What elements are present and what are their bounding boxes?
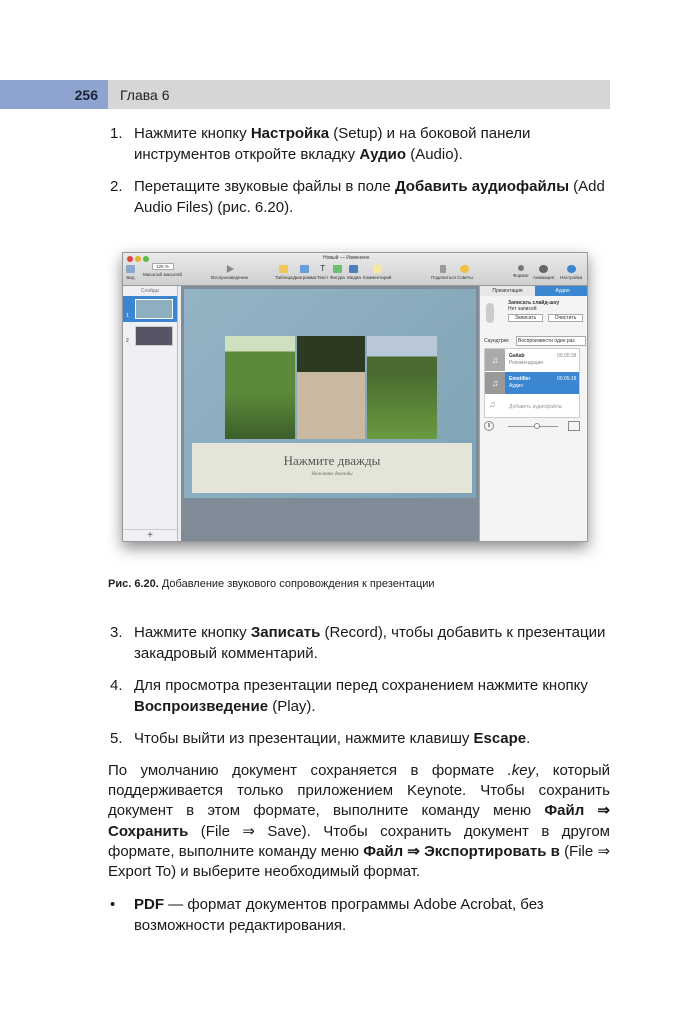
step-text: . [526, 730, 531, 747]
music-note-icon: ♫ [489, 399, 496, 409]
volume-slider[interactable] [508, 426, 558, 427]
label: Комментарий [363, 275, 392, 280]
slider-knob[interactable] [534, 423, 540, 429]
photo-3[interactable] [367, 336, 437, 439]
animate-button[interactable] [533, 265, 554, 280]
step-text: Нажмите кнопку [134, 125, 251, 142]
navigator-header: Слайды [123, 286, 177, 297]
step-text: (Add Audio Files) (рис. 6.20). [134, 178, 605, 216]
page-number: 256 [0, 80, 108, 109]
soundtrack-select[interactable]: Воспроизвести один раз [516, 336, 586, 346]
table-button[interactable] [275, 265, 293, 280]
track-name: Gaitab [509, 353, 525, 359]
slide-number: 1 [126, 313, 129, 319]
step-text: Нажмите кнопку [134, 624, 251, 641]
soundtrack-label: Саундтрек [484, 338, 509, 344]
toolbar [123, 253, 587, 286]
slide-navigator [123, 286, 178, 542]
label: Воспроизведение [211, 275, 249, 280]
text-button[interactable]: T Текст [317, 264, 329, 280]
paragraph-text: (File ⇒ Export To) и выберите необходимый формат. [108, 842, 611, 881]
step-text: Для просмотра презентации перед сохранением нажмите кнопку [134, 677, 588, 694]
add-slide-button[interactable]: + [123, 529, 177, 542]
step-number: 2. [110, 178, 123, 195]
zoom-select[interactable] [143, 263, 182, 277]
window-title: Новый — Изменено [323, 255, 370, 261]
track-name: Emotiller [509, 376, 531, 382]
chart-button[interactable] [293, 265, 316, 280]
bullet-list [108, 894, 610, 936]
label: Советы [457, 275, 473, 280]
label: Анимация [533, 275, 555, 280]
photo-1[interactable] [225, 336, 295, 439]
step-5 [108, 728, 610, 749]
share-button[interactable] [431, 265, 456, 280]
title-placeholder[interactable] [192, 443, 472, 493]
setup-panel [479, 286, 588, 542]
paragraph-text: , который поддерживается только приложением Keynote. Чтобы сохранить документ в этом формате, выполните команду меню [108, 762, 610, 820]
step-text: Чтобы выйти из презентации, нажмите клавишу [134, 730, 474, 747]
chapter-title: Глава 6 [108, 80, 610, 109]
record-button[interactable]: Записать [508, 314, 543, 322]
step-4 [108, 675, 610, 717]
keynote-screenshot [122, 252, 588, 542]
pause-button[interactable]: II [484, 421, 494, 431]
bullet-item [108, 894, 610, 936]
record-status: Нет записей [508, 306, 537, 312]
label: Настройка [560, 275, 583, 280]
tips-button[interactable] [457, 265, 473, 280]
slide[interactable] [184, 289, 476, 498]
step-text: (Audio). [406, 146, 463, 163]
label: Формат [513, 273, 529, 278]
slide-thumb-2[interactable] [135, 326, 173, 346]
step-bold: Escape [473, 730, 527, 747]
clear-button[interactable]: Очистить [548, 314, 583, 322]
step-bold: Добавить аудиофайлы [394, 178, 569, 195]
step-bold: Воспроизведение [134, 698, 269, 715]
label: Фигура [330, 275, 345, 280]
file-extension: .key [507, 762, 536, 779]
figure-caption [108, 578, 435, 590]
audio-track-selected[interactable] [485, 372, 579, 394]
slide-number: 2 [126, 338, 129, 344]
label: Текст [317, 275, 329, 280]
slide-subtitle: Нажмите дважды [311, 472, 353, 477]
label: Таблица [275, 275, 293, 280]
setup-button[interactable] [560, 265, 582, 280]
steps-bottom [108, 622, 610, 749]
music-note-icon: ♫ [485, 349, 505, 371]
label: Диаграмма [293, 275, 317, 280]
shape-button[interactable] [330, 265, 345, 280]
step-number: 5. [110, 730, 123, 747]
paragraph-text: (File ⇒ Save). Чтобы сохранить документ в другом формате, выполните команду меню [108, 822, 610, 860]
label: Поделиться [431, 275, 456, 280]
step-1 [108, 123, 610, 165]
step-text: (Setup) и на боковой панели инструментов откройте вкладку [134, 125, 531, 163]
photo-2[interactable] [297, 336, 365, 439]
step-bold: Аудио [359, 146, 407, 163]
step-text: Перетащите звуковые файлы в поле [134, 178, 395, 195]
format-button[interactable] [513, 265, 529, 278]
step-text: (Record), чтобы добавить к презентации закадровый комментарий. [134, 624, 606, 662]
caption-label: Рис. 6.20. [108, 578, 159, 590]
step-3 [108, 622, 610, 664]
slide-title: Нажмите дважды [283, 453, 381, 468]
audio-track[interactable] [485, 349, 579, 371]
record-title: Записать слайд-шоу [508, 300, 560, 306]
comment-button[interactable] [363, 265, 391, 280]
step-bold: Настройка [250, 125, 330, 142]
step-number: 3. [110, 624, 123, 641]
zoom-value: 125 % [152, 263, 174, 270]
tab-audio[interactable]: Аудио [535, 286, 588, 296]
slide-canvas [181, 286, 479, 542]
bullet-bold: PDF [134, 896, 164, 913]
label: Масштаб масштаб [143, 272, 183, 277]
music-note-icon: ♫ [485, 372, 505, 394]
add-audio-files-drop-zone[interactable]: Добавить аудиофайлы [509, 404, 563, 410]
microphone-icon [486, 303, 494, 323]
audio-options-button[interactable] [568, 421, 580, 431]
body-paragraph [108, 761, 610, 882]
label: Вид [126, 275, 135, 280]
step-number: 1. [110, 125, 123, 142]
caption-text: Добавление звукового сопровождения к презентации [158, 578, 435, 590]
audio-list [484, 348, 580, 418]
track-time: 00:05:38 [557, 353, 577, 359]
step-bold: Записать [250, 624, 321, 641]
track-artist: Рекомендации [509, 360, 544, 366]
minimize-icon [135, 256, 141, 262]
step-text: (Play). [268, 698, 316, 715]
view-button[interactable] [126, 265, 135, 280]
media-button[interactable] [347, 265, 361, 280]
steps-top [108, 123, 610, 218]
track-artist: Аудио [509, 383, 524, 389]
label: Медиа [347, 275, 361, 280]
bullet-mark: • [110, 896, 116, 913]
bullet-text: — формат документов программы Adobe Acrobat, без возможности редактирования. [134, 896, 544, 934]
step-number: 4. [110, 677, 123, 694]
play-button[interactable] [211, 265, 248, 280]
track-time: 00:05:18 [557, 376, 577, 382]
paragraph-text: По умолчанию документ сохраняется в формате [108, 762, 508, 779]
menu-command: Файл ⇒ Экспортировать в [363, 842, 560, 860]
zoom-window-icon [143, 256, 149, 262]
close-icon [127, 256, 133, 262]
slide-thumb-image [135, 299, 173, 319]
step-2 [108, 176, 610, 218]
menu-command: Файл ⇒ Сохранить [108, 802, 610, 840]
tab-presentation[interactable]: Презентация [480, 286, 535, 296]
